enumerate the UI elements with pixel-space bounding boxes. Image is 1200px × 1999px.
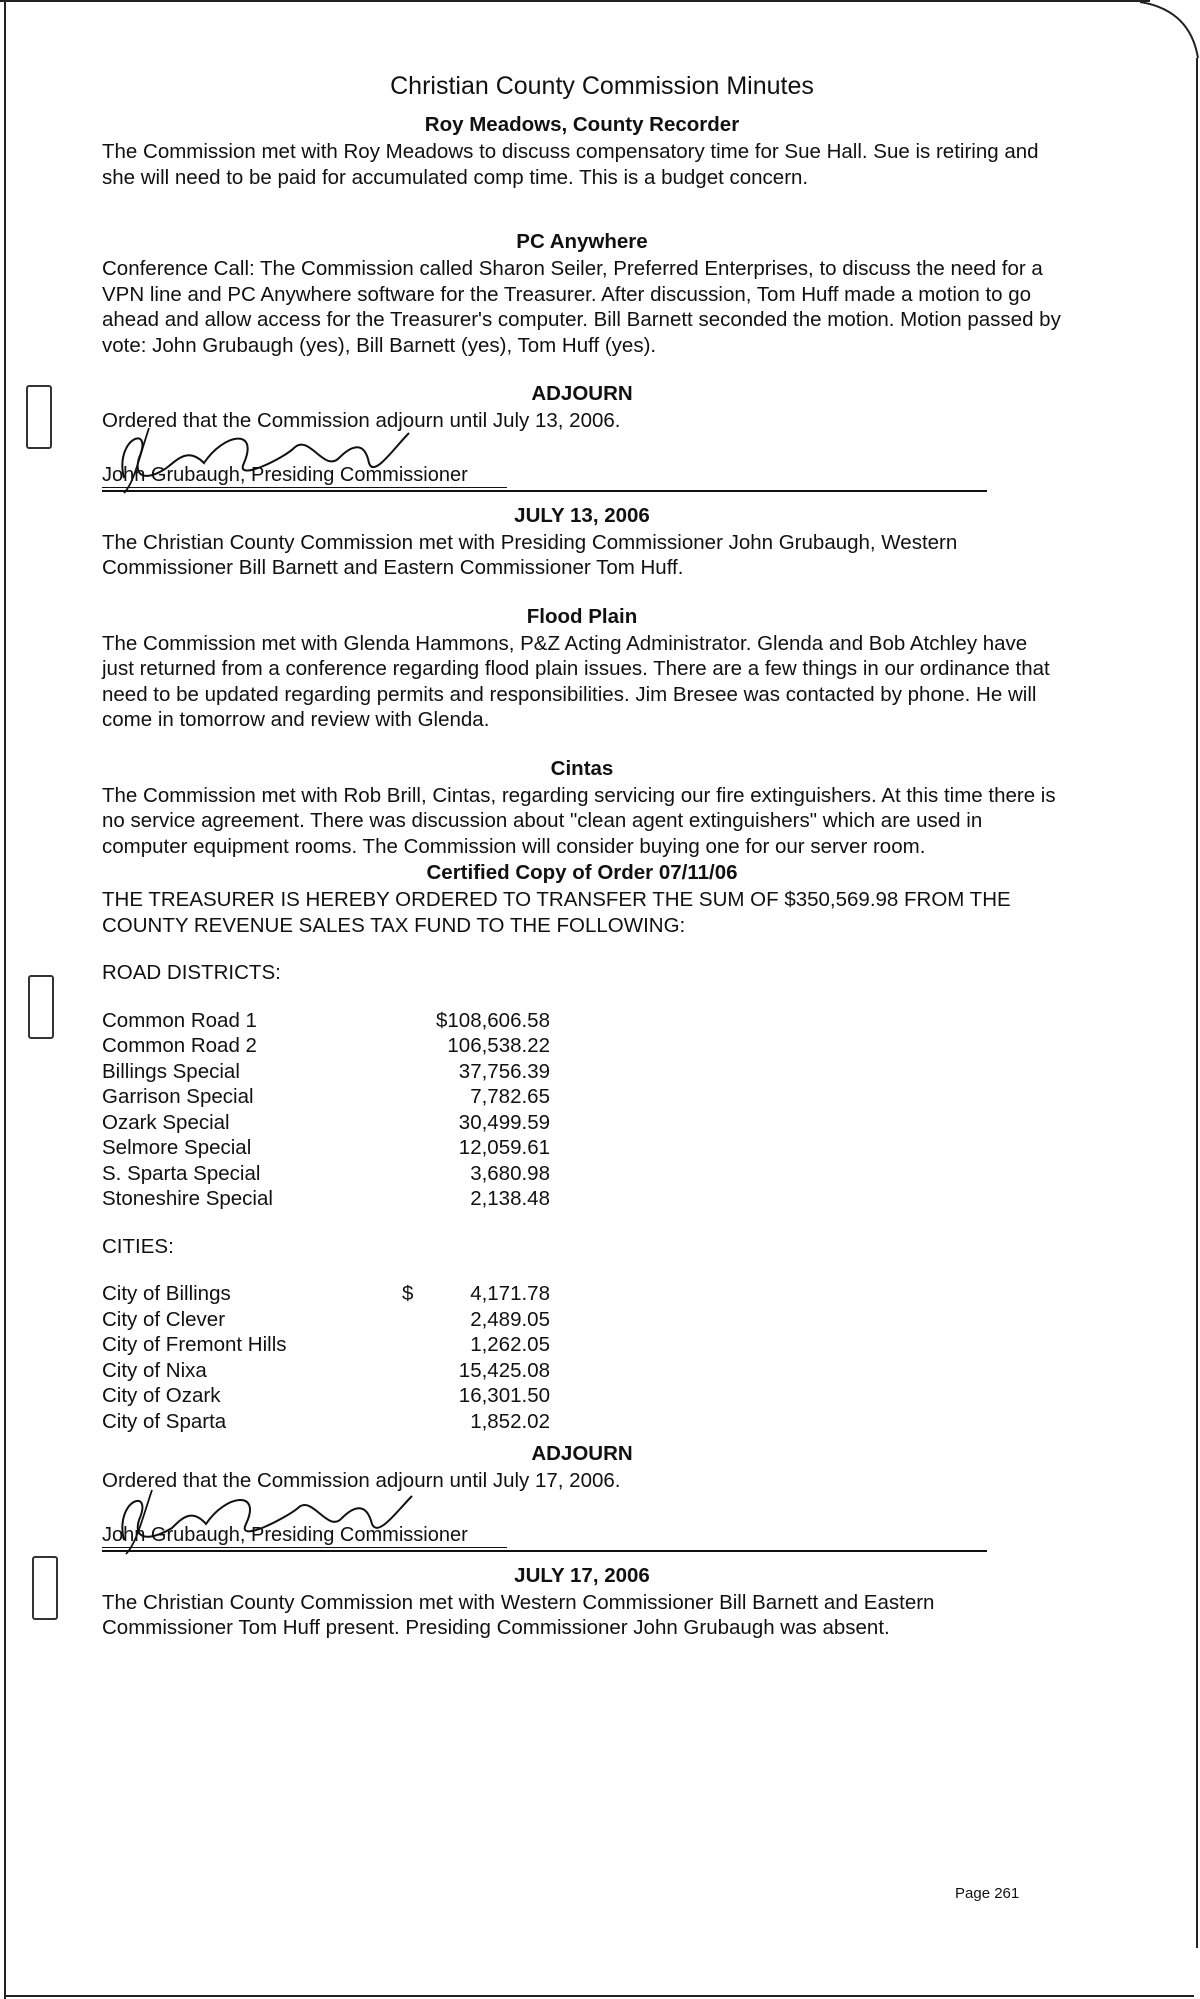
binder-hole [28, 975, 54, 1039]
fund-name: Garrison Special [102, 1085, 254, 1108]
currency-symbol [402, 1008, 430, 1034]
page-bottom-edge [4, 1995, 1194, 1997]
currency-symbol: $ [402, 1282, 414, 1305]
binder-hole [32, 1556, 58, 1620]
fund-row [102, 1135, 550, 1161]
fund-name: Ozark Special [102, 1110, 230, 1134]
binder-hole [26, 385, 52, 449]
section-heading: Cintas [550, 756, 614, 780]
section-heading: Roy Meadows, County Recorder [424, 113, 740, 136]
section-body: Ordered that the Commission adjourn until July 17, 2006. [102, 1469, 621, 1492]
fund-row [102, 1033, 550, 1059]
section-body: The Christian County Commission met with Western Commissioner Bill Barnett and Eastern Commissioner Tom Huff present. Presiding Commissioner John Grubaugh was absent. [102, 1590, 935, 1639]
fund-name: S. Sparta Special [102, 1161, 261, 1185]
fund-row [102, 1307, 550, 1333]
document-title: Christian County Commission Minutes [390, 72, 814, 100]
currency-symbol [402, 1059, 430, 1085]
signature-line: John Grubaugh, Presiding Commissioner [102, 1524, 507, 1548]
fund-name: Common Road 2 [102, 1034, 257, 1057]
fund-row [102, 1084, 550, 1110]
section-heading: Certified Copy of Order 07/11/06 [426, 861, 738, 884]
fund-row [102, 1358, 550, 1384]
fund-name: City of Billings [102, 1282, 231, 1305]
section-body: The Commission met with Roy Meadows to discuss compensatory time for Sue Hall. Sue is retiring and she will need to be paid for accumulated comp time. This is a budget concern. [102, 140, 1039, 189]
currency-symbol [402, 1383, 430, 1409]
page-number: Page 261 [955, 1885, 1020, 1902]
fund-name: City of Sparta [102, 1409, 227, 1433]
fund-amount: 2,138.48 [470, 1187, 550, 1210]
section-heading: Flood Plain [526, 604, 638, 628]
fund-row [102, 1161, 550, 1187]
fund-row [102, 1332, 550, 1358]
fund-name: Common Road 1 [102, 1008, 257, 1032]
fund-amount: 16,301.50 [458, 1384, 550, 1407]
cities-label: CITIES: [102, 1234, 174, 1258]
fund-row [102, 1383, 550, 1409]
fund-amount: 4,171.78 [470, 1282, 550, 1305]
currency-symbol [402, 1033, 430, 1059]
fund-row [102, 1008, 550, 1034]
section-body: Conference Call: The Commission called Sharon Seiler, Preferred Enterprises, to discuss the need for a VPN line and PC Anywhere software for the Treasurer. After discussion, Tom Huff made a motion to go ahead and allow access for the Treasurer's computer. Bill Barnett seconded the motion. Motion passed by vote: John Grubaugh (yes), Bill Barnett (yes), Tom Huff (yes). [102, 257, 1061, 357]
currency-symbol [402, 1332, 430, 1358]
fund-row [102, 1409, 550, 1435]
fund-row [102, 1186, 550, 1212]
road-districts-table [102, 1008, 550, 1212]
fund-name: City of Clever [102, 1307, 226, 1331]
currency-symbol [402, 1135, 430, 1161]
currency-symbol [402, 1409, 430, 1435]
fund-name: City of Ozark [102, 1384, 221, 1407]
section-heading: ADJOURN [531, 1442, 633, 1465]
section-body: The Commission met with Rob Brill, Cintas, regarding servicing our fire extinguishers. At this time there is no service agreement. There was discussion about "clean agent extinguishers" which are used in computer equipment rooms. The Commission will consider buying one for our server room. [102, 783, 1056, 858]
section-body: The Commission met with Glenda Hammons, P&Z Acting Administrator. Glenda and Bob Atchley have just returned from a conference regarding flood plain issues. There are a few things in our ordinance that need to be updated regarding permits and responsibilities. Jim Bresee was contacted by phone. He will come in tomorrow and review with Glenda. [102, 631, 1050, 731]
fund-row [102, 1281, 550, 1307]
fund-amount: 37,756.39 [458, 1059, 550, 1083]
fund-amount: 15,425.08 [458, 1358, 550, 1382]
currency-symbol [402, 1186, 430, 1212]
section-body: THE TREASURER IS HEREBY ORDERED TO TRANSFER THE SUM OF $350,569.98 FROM THE COUNTY REVENUE SALES TAX FUND TO THE FOLLOWING: [102, 888, 1011, 937]
currency-symbol [402, 1110, 430, 1136]
currency-symbol [402, 1161, 430, 1187]
fund-amount: 3,680.98 [470, 1161, 550, 1185]
fund-amount: 2,489.05 [470, 1307, 550, 1331]
page-corner-curve [1120, 0, 1200, 60]
minutes-content [102, 72, 1062, 1641]
fund-row [102, 1110, 550, 1136]
fund-name: City of Fremont Hills [102, 1333, 287, 1356]
page-left-edge [4, 0, 6, 1999]
section-heading: JULY 17, 2006 [514, 1563, 650, 1587]
fund-row [102, 1059, 550, 1085]
section-heading: ADJOURN [531, 382, 633, 405]
road-districts-label: ROAD DISTRICTS: [102, 961, 281, 984]
currency-symbol [402, 1084, 430, 1110]
fund-name: Stoneshire Special [102, 1187, 273, 1210]
fund-amount: 1,852.02 [470, 1409, 550, 1433]
section-heading: JULY 13, 2006 [514, 503, 650, 527]
fund-amount: 7,782.65 [470, 1085, 550, 1108]
currency-symbol [402, 1307, 430, 1333]
section-heading: PC Anywhere [516, 230, 648, 253]
fund-name: Selmore Special [102, 1136, 252, 1159]
signature-line: John Grubaugh, Presiding Commissioner [102, 464, 507, 488]
fund-amount: 30,499.59 [458, 1110, 550, 1134]
fund-amount: $108,606.58 [435, 1008, 550, 1032]
fund-name: Billings Special [102, 1059, 240, 1083]
cities-table [102, 1281, 550, 1434]
page-right-edge [1196, 58, 1198, 1948]
signature-block [102, 1496, 507, 1548]
fund-amount: 12,059.61 [458, 1136, 550, 1159]
page-top-edge [0, 0, 1150, 2]
fund-amount: 106,538.22 [447, 1034, 550, 1057]
signature-block [102, 436, 507, 488]
section-body: The Christian County Commission met with Presiding Commissioner John Grubaugh, Western Commissioner Bill Barnett and Eastern Commissioner Tom Huff. [102, 530, 958, 579]
section-body: Ordered that the Commission adjourn until July 13, 2006. [102, 409, 621, 432]
currency-symbol [402, 1358, 430, 1384]
fund-name: City of Nixa [102, 1358, 207, 1382]
fund-amount: 1,262.05 [470, 1333, 550, 1356]
